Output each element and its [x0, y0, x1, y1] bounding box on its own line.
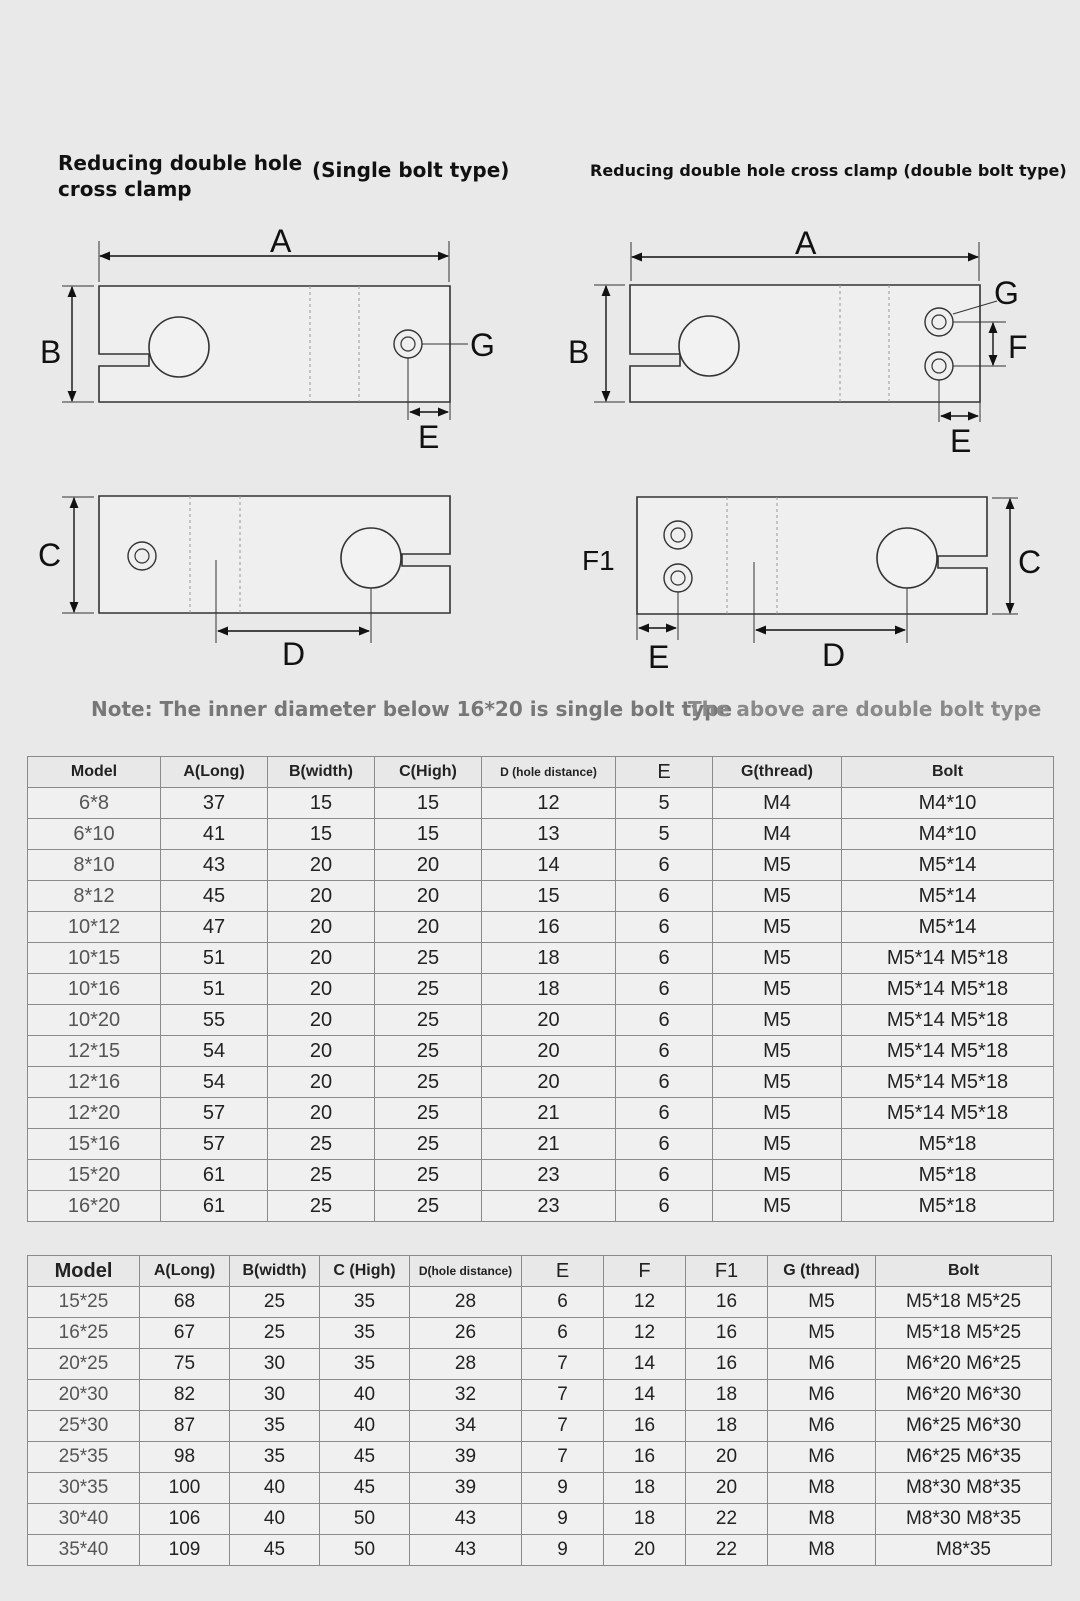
- model-cell: 20*30: [28, 1380, 140, 1411]
- table-cell: 6: [616, 1160, 713, 1191]
- column-header: G (thread): [768, 1256, 876, 1287]
- column-header: A(Long): [140, 1256, 230, 1287]
- table-cell: M5*14 M5*18: [842, 974, 1054, 1005]
- column-header: D (hole distance): [482, 757, 616, 788]
- column-header: B(width): [230, 1256, 320, 1287]
- table-cell: 6: [522, 1318, 604, 1349]
- table-cell: 67: [140, 1318, 230, 1349]
- table-row: [28, 974, 1054, 1005]
- table-row: [28, 881, 1054, 912]
- table-row: [28, 850, 1054, 881]
- table-cell: 16: [686, 1287, 768, 1318]
- table-cell: 21: [482, 1129, 616, 1160]
- table-cell: 106: [140, 1504, 230, 1535]
- table-cell: 50: [320, 1504, 410, 1535]
- table-row: [28, 1380, 1052, 1411]
- table-cell: 21: [482, 1098, 616, 1129]
- table-cell: 6: [616, 1067, 713, 1098]
- table-cell: 40: [320, 1411, 410, 1442]
- table-cell: 18: [686, 1411, 768, 1442]
- table-cell: 20: [604, 1535, 686, 1566]
- column-header: E: [616, 757, 713, 788]
- table-cell: M5*14: [842, 912, 1054, 943]
- table-cell: 35: [230, 1442, 320, 1473]
- table-cell: 61: [161, 1160, 268, 1191]
- column-header: F: [604, 1256, 686, 1287]
- double-side-label-c: C: [1018, 544, 1042, 580]
- table-row: [28, 1473, 1052, 1504]
- table-row: [28, 1287, 1052, 1318]
- table2-header-row: [28, 1256, 1052, 1287]
- table-cell: 20: [268, 1036, 375, 1067]
- table-row: [28, 1098, 1054, 1129]
- double-side-label-f1: F1: [582, 545, 615, 576]
- table-cell: 18: [604, 1473, 686, 1504]
- table-cell: 15: [375, 819, 482, 850]
- table-cell: 15: [268, 788, 375, 819]
- table-cell: 43: [410, 1504, 522, 1535]
- table-cell: 40: [320, 1380, 410, 1411]
- single-side-label-c: C: [38, 537, 62, 573]
- table-cell: 23: [482, 1191, 616, 1222]
- table-cell: 43: [161, 850, 268, 881]
- table-cell: M4: [713, 819, 842, 850]
- model-cell: 10*20: [28, 1005, 161, 1036]
- table-cell: 6: [616, 974, 713, 1005]
- table-cell: 82: [140, 1380, 230, 1411]
- table-cell: 25: [375, 943, 482, 974]
- table-cell: 18: [482, 974, 616, 1005]
- table-cell: 5: [616, 788, 713, 819]
- table-cell: 40: [230, 1473, 320, 1504]
- model-cell: 6*8: [28, 788, 161, 819]
- clamp-diagrams: [0, 0, 1080, 690]
- table-cell: M5: [713, 1067, 842, 1098]
- table-row: [28, 1349, 1052, 1380]
- table-row: [28, 1535, 1052, 1566]
- table-cell: 13: [482, 819, 616, 850]
- table-row: [28, 819, 1054, 850]
- table-cell: 18: [482, 943, 616, 974]
- table-cell: 25: [268, 1191, 375, 1222]
- column-header: A(Long): [161, 757, 268, 788]
- table-cell: M6: [768, 1349, 876, 1380]
- table-cell: 20: [268, 943, 375, 974]
- table-cell: 25: [375, 1129, 482, 1160]
- table-row: [28, 1191, 1054, 1222]
- table-cell: M5: [713, 1098, 842, 1129]
- table-cell: 9: [522, 1473, 604, 1504]
- table-cell: M4: [713, 788, 842, 819]
- table1-header-row: [28, 757, 1054, 788]
- single-top-label-e: E: [418, 419, 440, 455]
- table-cell: 87: [140, 1411, 230, 1442]
- table-row: [28, 943, 1054, 974]
- table-cell: M6: [768, 1380, 876, 1411]
- model-cell: 12*16: [28, 1067, 161, 1098]
- column-header: F1: [686, 1256, 768, 1287]
- table-cell: 12: [604, 1318, 686, 1349]
- table-cell: 14: [604, 1380, 686, 1411]
- table-cell: 57: [161, 1098, 268, 1129]
- table-cell: M6*25 M6*35: [876, 1442, 1052, 1473]
- table-cell: 51: [161, 943, 268, 974]
- table-cell: M8: [768, 1504, 876, 1535]
- model-cell: 30*40: [28, 1504, 140, 1535]
- model-cell: 25*35: [28, 1442, 140, 1473]
- double-top-view: [568, 225, 1028, 459]
- table-cell: 25: [375, 1067, 482, 1098]
- table-cell: 12: [482, 788, 616, 819]
- double-side-label-e: E: [648, 639, 670, 675]
- table-cell: M6*20 M6*30: [876, 1380, 1052, 1411]
- table-row: [28, 1067, 1054, 1098]
- table-cell: 45: [230, 1535, 320, 1566]
- model-cell: 16*25: [28, 1318, 140, 1349]
- table-cell: 12: [604, 1287, 686, 1318]
- table-cell: 25: [375, 1098, 482, 1129]
- table-cell: 6: [522, 1287, 604, 1318]
- table-cell: 68: [140, 1287, 230, 1318]
- table-cell: 25: [375, 974, 482, 1005]
- table-cell: 15: [375, 788, 482, 819]
- table-cell: 7: [522, 1411, 604, 1442]
- column-header: Model: [28, 1256, 140, 1287]
- table-cell: 22: [686, 1504, 768, 1535]
- table-cell: M5: [768, 1287, 876, 1318]
- model-cell: 15*25: [28, 1287, 140, 1318]
- table-cell: M5*14 M5*18: [842, 1005, 1054, 1036]
- table-cell: 6: [616, 1098, 713, 1129]
- double-bolt-title: Reducing double hole cross clamp (double bolt type): [590, 161, 1067, 180]
- table-cell: 35: [320, 1349, 410, 1380]
- table-cell: 16: [686, 1318, 768, 1349]
- table-cell: 30: [230, 1349, 320, 1380]
- table-cell: M6*25 M6*30: [876, 1411, 1052, 1442]
- double-side-view: [582, 497, 1041, 675]
- single-top-view: [40, 223, 495, 455]
- table-cell: 75: [140, 1349, 230, 1380]
- table-cell: 16: [482, 912, 616, 943]
- table-row: [28, 1129, 1054, 1160]
- table-cell: M6*20 M6*25: [876, 1349, 1052, 1380]
- table-cell: 51: [161, 974, 268, 1005]
- single-side-view: [38, 496, 450, 672]
- column-header: C (High): [320, 1256, 410, 1287]
- table-cell: 61: [161, 1191, 268, 1222]
- table-cell: 20: [268, 1005, 375, 1036]
- table-cell: M4*10: [842, 819, 1054, 850]
- table-cell: M5*14 M5*18: [842, 1098, 1054, 1129]
- table-cell: 15: [482, 881, 616, 912]
- column-header: Model: [28, 757, 161, 788]
- model-cell: 25*30: [28, 1411, 140, 1442]
- table-cell: M5: [713, 1160, 842, 1191]
- table-cell: 41: [161, 819, 268, 850]
- table-cell: 55: [161, 1005, 268, 1036]
- table-row: [28, 1036, 1054, 1067]
- table-cell: M5*14: [842, 850, 1054, 881]
- table-cell: 25: [375, 1036, 482, 1067]
- note-double-bolt: The above are double bolt type: [688, 697, 1042, 721]
- table-cell: 14: [482, 850, 616, 881]
- model-cell: 16*20: [28, 1191, 161, 1222]
- table-cell: 25: [268, 1129, 375, 1160]
- table-cell: 20: [375, 881, 482, 912]
- double-top-label-e: E: [950, 423, 972, 459]
- column-header: Bolt: [842, 757, 1054, 788]
- table-cell: M5*14 M5*18: [842, 1036, 1054, 1067]
- table-cell: M5: [713, 974, 842, 1005]
- table-cell: 35: [320, 1287, 410, 1318]
- model-cell: 12*20: [28, 1098, 161, 1129]
- table-cell: 98: [140, 1442, 230, 1473]
- table-cell: M5: [713, 1005, 842, 1036]
- table-row: [28, 912, 1054, 943]
- table-cell: M5: [713, 943, 842, 974]
- model-cell: 10*15: [28, 943, 161, 974]
- table-cell: 32: [410, 1380, 522, 1411]
- table-cell: M5*18: [842, 1191, 1054, 1222]
- table-cell: M5*14 M5*18: [842, 1067, 1054, 1098]
- model-cell: 10*16: [28, 974, 161, 1005]
- table-cell: 39: [410, 1442, 522, 1473]
- table-cell: 6: [616, 943, 713, 974]
- table-row: [28, 1411, 1052, 1442]
- single-top-label-g: G: [470, 327, 495, 363]
- table-cell: 9: [522, 1504, 604, 1535]
- table-cell: 20: [375, 850, 482, 881]
- table-cell: 35: [230, 1411, 320, 1442]
- model-cell: 15*16: [28, 1129, 161, 1160]
- table-cell: 22: [686, 1535, 768, 1566]
- model-cell: 10*12: [28, 912, 161, 943]
- table-cell: 6: [616, 1129, 713, 1160]
- double-top-label-b: B: [568, 334, 590, 370]
- table-cell: 20: [268, 850, 375, 881]
- table-cell: 57: [161, 1129, 268, 1160]
- table-cell: 26: [410, 1318, 522, 1349]
- table-cell: 34: [410, 1411, 522, 1442]
- table-cell: M5: [713, 1129, 842, 1160]
- double-top-label-g: G: [994, 275, 1019, 311]
- table-cell: 35: [320, 1318, 410, 1349]
- table-cell: 50: [320, 1535, 410, 1566]
- double-bolt-spec-table: [27, 1255, 1052, 1566]
- table-cell: 18: [604, 1504, 686, 1535]
- table-cell: 6: [616, 850, 713, 881]
- single-side-label-d: D: [282, 636, 306, 672]
- table-cell: 25: [375, 1005, 482, 1036]
- model-cell: 30*35: [28, 1473, 140, 1504]
- table-cell: M5: [713, 850, 842, 881]
- single-top-label-b: B: [40, 334, 62, 370]
- table-cell: 5: [616, 819, 713, 850]
- model-cell: 8*12: [28, 881, 161, 912]
- table-cell: 45: [161, 881, 268, 912]
- single-top-label-a: A: [270, 223, 292, 259]
- table-cell: M5*18 M5*25: [876, 1318, 1052, 1349]
- table-cell: 25: [230, 1318, 320, 1349]
- column-header: C(High): [375, 757, 482, 788]
- table-cell: M8*35: [876, 1535, 1052, 1566]
- table-cell: 6: [616, 1191, 713, 1222]
- table-row: [28, 1318, 1052, 1349]
- column-header: B(width): [268, 757, 375, 788]
- table-cell: 100: [140, 1473, 230, 1504]
- table-cell: 28: [410, 1287, 522, 1318]
- single-bolt-title: Reducing double hole cross clamp: [58, 151, 303, 201]
- table-cell: 6: [616, 912, 713, 943]
- model-cell: 8*10: [28, 850, 161, 881]
- model-cell: 6*10: [28, 819, 161, 850]
- table-cell: 47: [161, 912, 268, 943]
- table-cell: M5*14: [842, 881, 1054, 912]
- table-cell: 16: [604, 1442, 686, 1473]
- table-cell: 15: [268, 819, 375, 850]
- column-header: E: [522, 1256, 604, 1287]
- note-single-bolt: Note: The inner diameter below 16*20 is single bolt type: [91, 697, 733, 721]
- table-cell: 20: [268, 881, 375, 912]
- table-cell: 45: [320, 1473, 410, 1504]
- table-cell: 18: [686, 1380, 768, 1411]
- table-row: [28, 1442, 1052, 1473]
- column-header: Bolt: [876, 1256, 1052, 1287]
- table-cell: 20: [482, 1067, 616, 1098]
- double-top-label-a: A: [795, 225, 817, 261]
- single-bolt-spec-table: [27, 756, 1054, 1222]
- table-cell: 45: [320, 1442, 410, 1473]
- table-cell: 7: [522, 1380, 604, 1411]
- double-side-label-d: D: [822, 637, 846, 673]
- table-cell: 20: [482, 1036, 616, 1067]
- table-cell: 109: [140, 1535, 230, 1566]
- table-cell: 16: [604, 1411, 686, 1442]
- model-cell: 20*25: [28, 1349, 140, 1380]
- table-cell: 54: [161, 1036, 268, 1067]
- table-cell: 20: [268, 1067, 375, 1098]
- table-row: [28, 788, 1054, 819]
- table-cell: M5: [713, 1191, 842, 1222]
- table-cell: M8*30 M8*35: [876, 1473, 1052, 1504]
- table-cell: 40: [230, 1504, 320, 1535]
- table-cell: 20: [482, 1005, 616, 1036]
- table-cell: 20: [268, 974, 375, 1005]
- table-cell: 25: [375, 1160, 482, 1191]
- table-cell: 30: [230, 1380, 320, 1411]
- table-cell: 16: [686, 1349, 768, 1380]
- table-cell: 25: [268, 1160, 375, 1191]
- table-cell: M5*18: [842, 1129, 1054, 1160]
- table-cell: 20: [268, 1098, 375, 1129]
- table-cell: 6: [616, 881, 713, 912]
- table-cell: M6: [768, 1442, 876, 1473]
- table-cell: M5: [713, 912, 842, 943]
- table-cell: 54: [161, 1067, 268, 1098]
- table-cell: 28: [410, 1349, 522, 1380]
- table-row: [28, 1160, 1054, 1191]
- table-cell: 20: [375, 912, 482, 943]
- table-cell: M8*30 M8*35: [876, 1504, 1052, 1535]
- table-cell: M5*18 M5*25: [876, 1287, 1052, 1318]
- table-cell: 14: [604, 1349, 686, 1380]
- table-cell: 43: [410, 1535, 522, 1566]
- table-cell: M5: [713, 881, 842, 912]
- column-header: D(hole distance): [410, 1256, 522, 1287]
- table-cell: 25: [230, 1287, 320, 1318]
- table-cell: M8: [768, 1473, 876, 1504]
- table-cell: M5: [768, 1318, 876, 1349]
- table-cell: 7: [522, 1349, 604, 1380]
- model-cell: 15*20: [28, 1160, 161, 1191]
- model-cell: 35*40: [28, 1535, 140, 1566]
- table-cell: 9: [522, 1535, 604, 1566]
- table-cell: 6: [616, 1005, 713, 1036]
- table-cell: 25: [375, 1191, 482, 1222]
- table-cell: 20: [686, 1442, 768, 1473]
- table-cell: 20: [268, 912, 375, 943]
- table-cell: 7: [522, 1442, 604, 1473]
- table-cell: 37: [161, 788, 268, 819]
- table-cell: 6: [616, 1036, 713, 1067]
- table-cell: M5*18: [842, 1160, 1054, 1191]
- table-cell: M5*14 M5*18: [842, 943, 1054, 974]
- table-row: [28, 1504, 1052, 1535]
- column-header: G(thread): [713, 757, 842, 788]
- table-row: [28, 1005, 1054, 1036]
- table-cell: 23: [482, 1160, 616, 1191]
- table-cell: M6: [768, 1411, 876, 1442]
- single-bolt-type-label: (Single bolt type): [312, 158, 510, 182]
- double-top-label-f: F: [1008, 329, 1028, 365]
- model-cell: 12*15: [28, 1036, 161, 1067]
- table-cell: 20: [686, 1473, 768, 1504]
- table-cell: 39: [410, 1473, 522, 1504]
- table-cell: M4*10: [842, 788, 1054, 819]
- table-cell: M8: [768, 1535, 876, 1566]
- table-cell: M5: [713, 1036, 842, 1067]
